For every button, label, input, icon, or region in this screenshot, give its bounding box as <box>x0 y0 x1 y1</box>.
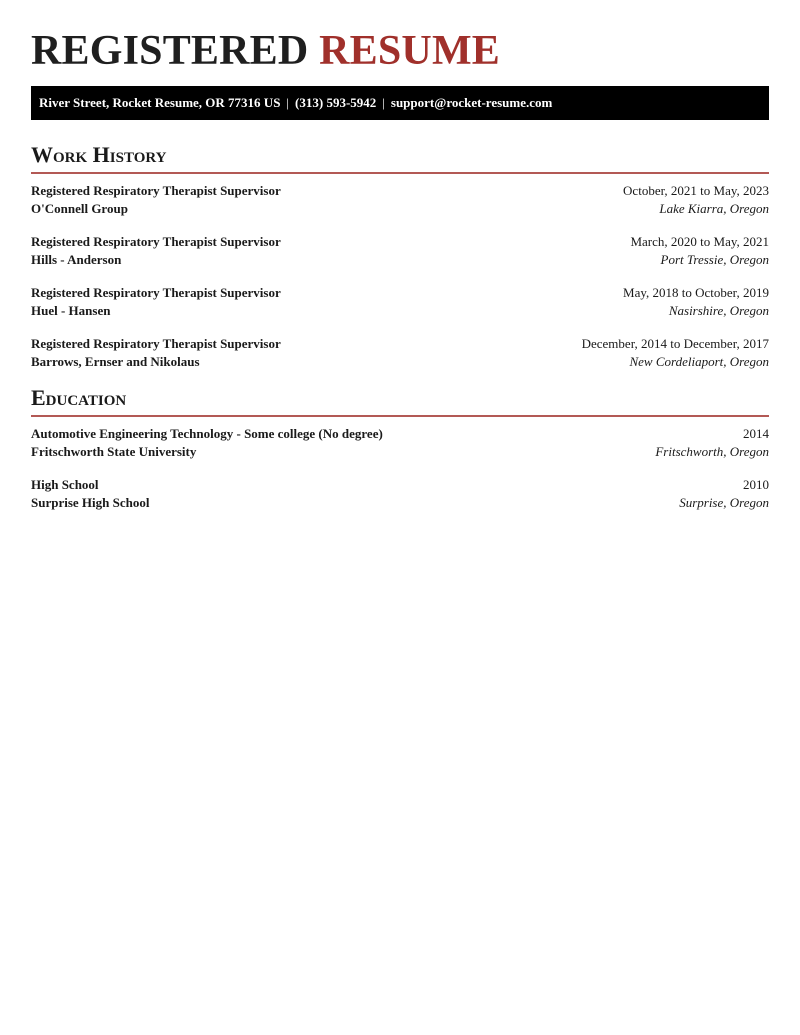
section-title-education: Education <box>31 385 127 410</box>
job-dates: December, 2014 to December, 2017 <box>581 336 769 351</box>
job-location: New Cordeliaport, Oregon <box>629 354 769 369</box>
education-degree: High School <box>31 477 99 492</box>
education-school: Fritschworth State University <box>31 444 197 459</box>
job-location: Port Tressie, Oregon <box>660 252 769 267</box>
job-dates: October, 2021 to May, 2023 <box>623 183 769 198</box>
job-dates: March, 2020 to May, 2021 <box>630 234 769 249</box>
contact-address: River Street, Rocket Resume, OR 77316 US <box>39 95 281 110</box>
section-title-work-history: Work History <box>31 142 167 167</box>
work-history-list <box>31 182 769 371</box>
section-divider <box>31 172 769 174</box>
education-year: 2014 <box>743 426 769 441</box>
job-company: Huel - Hansen <box>31 303 111 318</box>
name-first: REGISTERED <box>31 28 309 74</box>
contact-phone: (313) 593-5942 <box>295 95 377 110</box>
education-entry <box>31 476 769 512</box>
job-company: Hills - Anderson <box>31 252 122 267</box>
section-divider <box>31 415 769 417</box>
education-school: Surprise High School <box>31 495 150 510</box>
work-entry <box>31 233 769 269</box>
job-location: Lake Kiarra, Oregon <box>659 201 769 216</box>
job-title: Registered Respiratory Therapist Supervisor <box>31 285 281 300</box>
job-dates: May, 2018 to October, 2019 <box>623 285 769 300</box>
contact-bar <box>31 86 769 120</box>
name-second: RESUME <box>319 28 501 74</box>
job-title: Registered Respiratory Therapist Supervisor <box>31 183 281 198</box>
education-degree: Automotive Engineering Technology - Some college (No degree) <box>31 426 383 441</box>
work-entry <box>31 335 769 371</box>
contact-email: support@rocket-resume.com <box>390 95 553 110</box>
job-company: O'Connell Group <box>31 201 128 216</box>
education-year: 2010 <box>743 477 769 492</box>
contact-separator: | <box>286 95 290 110</box>
work-entry <box>31 182 769 218</box>
job-location: Nasirshire, Oregon <box>668 303 769 318</box>
contact-separator: | <box>382 95 385 110</box>
job-title: Registered Respiratory Therapist Supervisor <box>31 336 281 351</box>
education-entry <box>31 425 769 461</box>
job-title: Registered Respiratory Therapist Supervisor <box>31 234 281 249</box>
resume-name <box>31 0 769 73</box>
education-location: Surprise, Oregon <box>679 495 769 510</box>
work-entry <box>31 284 769 320</box>
education-location: Fritschworth, Oregon <box>655 444 769 459</box>
education-list <box>31 425 769 512</box>
job-company: Barrows, Ernser and Nikolaus <box>31 354 200 369</box>
